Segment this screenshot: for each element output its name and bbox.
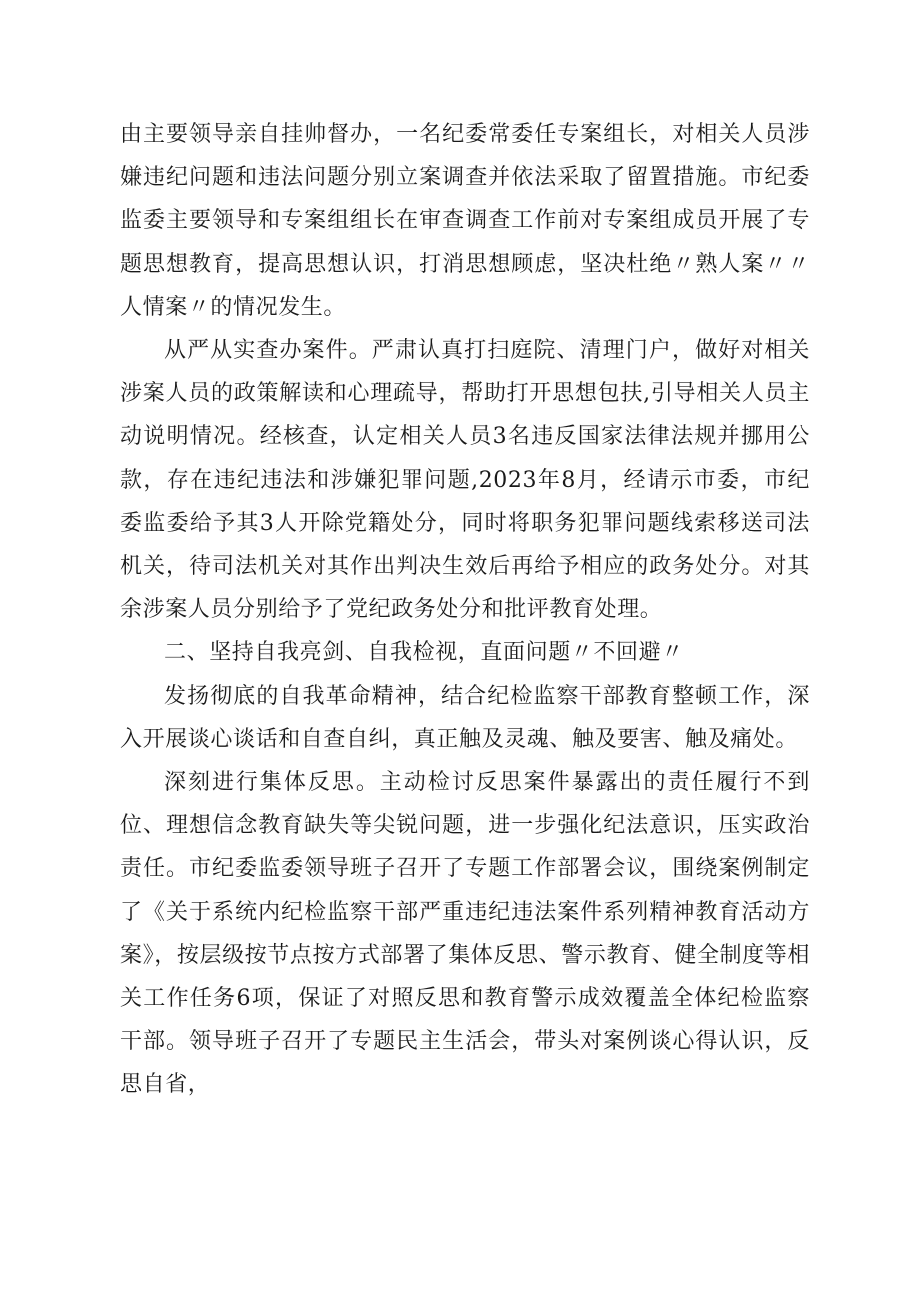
paragraph-collective-reflection: 深刻进行集体反思。主动检讨反思案件暴露出的责任履行不到位、理想信念教育缺失等尖锐问题，进一步强化纪法意识，压实政治责任。市纪委监委领导班子召开了专题工作部署会议，围绕案例制定了《关于系统内纪检监察干部严重违纪违法案件系列精神教育活动方案》，按层级按节点按方式部署了集体反思、警示教育、健全制度等相关工作任务6项，保证了对照反思和教育警示成效覆盖全体纪检监察干部。领导班子召开了专题民主生活会，带头对案例谈心得认识，反思自省，: [120, 770, 810, 1098]
paragraph-continuation: 由主要领导亲自挂帅督办，一名纪委常委任专案组长，对相关人员涉嫌违纪问题和违法问题分别立案调查并依法采取了留置措施。市纪委监委主要领导和专案组组长在审查调查工作前对专案组成员开展了专题思想教育，提高思想认识，打消思想顾虑，坚决杜绝〃熟人案〃〃人情案〃的情况发生。: [120, 122, 810, 320]
paragraph-case-handling: 从严从实查办案件。严肃认真打扫庭院、清理门户，做好对相关涉案人员的政策解读和心理疏导，帮助打开思想包扶,引导相关人员主动说明情况。经核查，认定相关人员3名违反国家法律法规并挪用公款，存在违纪违法和涉嫌犯罪问题,2023年8月，经请示市委，市纪委监委给予其3人开除党籍处分，同时将职务犯罪问题线索移送司法机关，待司法机关对其作出判决生效后再给予相应的政务处分。对其余涉案人员分别给予了党纪政务处分和批评教育处理。: [120, 338, 810, 623]
section-heading-two: 二、坚持自我亮剑、自我检视，直面问题〃不回避〃: [164, 640, 684, 666]
paragraph-self-revolution: 发扬彻底的自我革命精神，结合纪检监察干部教育整顿工作，深入开展谈心谈话和自查自纠，真正触及灵魂、触及要害、触及痛处。: [120, 683, 810, 752]
document-body: [120, 113, 810, 1107]
